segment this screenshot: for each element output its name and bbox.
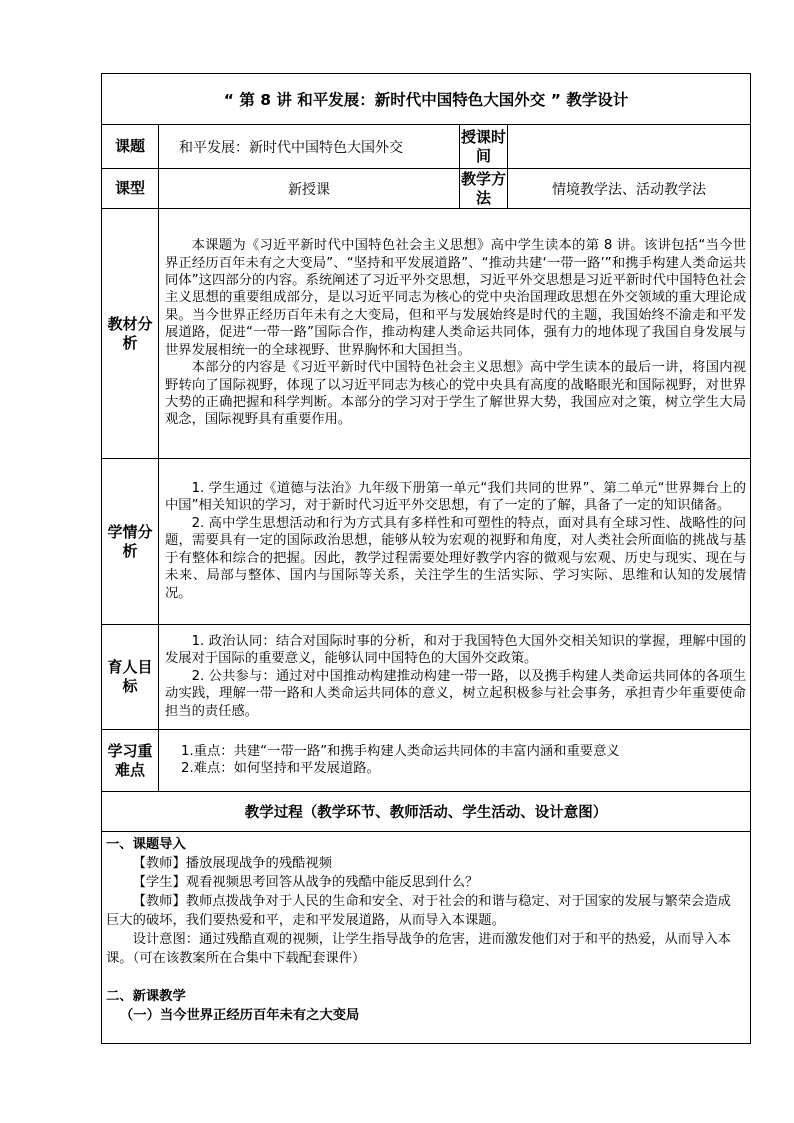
goal-paragraph-1: 1. 政治认同：结合对国际时事的分析，和对于我国特色大国外交相关知识的掌握，理解中国的发展对于国际的重要意义，能够认同中国特色的大国外交政策。: [165, 633, 747, 667]
learner-paragraph-2: 2. 高中学生思想活动和行为方式具有多样性和可塑性的特点，面对具有全球习性、战略性的问题，需要具有一定的国际政治思想，能够从较为宏观的视野和角度，对人类社会所面临的挑战与基于有整体和综合的把握。因此，教学过程需要处理好教学内容的微观与宏观、历史与现实、现在与未来、局部与整体、国内与国际等关系，关注学生的生活实际、学习实际、思维和认知的发展情况。: [165, 515, 747, 601]
key-points-label: 学习重难点: [102, 730, 159, 792]
subsection-title: （一）当今世界正经历百年未有之大变局: [120, 1008, 360, 1023]
time-label: 授课时间: [460, 125, 508, 169]
material-analysis-row: [102, 209, 751, 459]
material-paragraph-2: 本部分的内容是《习近平新时代中国特色社会主义思想》高中学生读本的最后一讲，将国内视野转向了国际视野，体现了以习近平同志为核心的党中央具有高度的战略眼光和国际视野，对世界大势的正确把握和科学判断。本部分的学习对于学生了解世界大势，我国应对之策，树立学生大局观念，国际视野具有重要作用。: [165, 360, 747, 428]
intro-line-1: 【教师】播放展现战争的残酷视频: [132, 856, 333, 871]
goal-paragraph-2: 2. 公共参与：通过对中国推动构建推动构建一带一路，以及携手构建人类命运共同体的各项生动实践，理解一带一路和人类命运共同体的意义，树立起积极参与社会事务，承担青少年重要使命担当的责任感。: [165, 668, 747, 719]
type-row: [102, 169, 751, 209]
key-points-row: [102, 730, 751, 792]
process-content: [102, 832, 751, 1044]
type-value: 新授课: [159, 169, 460, 209]
key-points-content: [159, 730, 751, 792]
learner-analysis-row: [102, 459, 751, 625]
section-new-lesson-title: 二、新课教学: [106, 989, 186, 1004]
process-heading-row: [102, 792, 751, 832]
process-content-row: [102, 832, 751, 1044]
topic-label: 课题: [102, 125, 159, 169]
material-analysis-content: [159, 209, 751, 459]
intro-line-3: 【教师】教师点拨战争对于人民的生命和安全、对于社会的和谐与稳定、对于国家的发展与繁荣会造成巨大的破坏，我们要热爱和平，走和平发展道路，从而导入本课题。: [106, 894, 731, 928]
topic-value: 和平发展：新时代中国特色大国外交: [159, 125, 460, 169]
intro-design-intent: 设计意图：通过残酷直观的视频，让学生指导战争的危害，进而激发他们对于和平的热爱，从而导入本课。（可在该教案所在合集中下载配套课件）: [106, 932, 731, 966]
learner-analysis-content: [159, 459, 751, 625]
learner-analysis-label: 学情分析: [102, 459, 159, 625]
key-point-2: 2.难点：如何坚持和平发展道路。: [181, 761, 380, 776]
title-row: [102, 74, 751, 125]
process-heading: 教学过程（教学环节、教师活动、学生活动、设计意图）: [102, 792, 751, 832]
topic-row: [102, 125, 751, 169]
spacer: [106, 968, 744, 987]
education-goal-content: [159, 625, 751, 730]
method-value: 情境教学法、活动教学法: [508, 169, 751, 209]
type-label: 课型: [102, 169, 159, 209]
key-point-1: 1.重点：共建“一带一路”和携手构建人类命运共同体的丰富内涵和重要意义: [181, 743, 620, 759]
material-analysis-label: 教材分析: [102, 209, 159, 459]
education-goal-row: [102, 625, 751, 730]
education-goal-label: 育人目标: [102, 625, 159, 730]
material-paragraph-1: 本课题为《习近平新时代中国特色社会主义思想》高中学生读本的第 8 讲。该讲包括“当今世界正经历百年未有之大变局”、“坚持和平发展道路”、“推动共建‘一带一路’”和携手构建人类命运共同体”这四部分的内容。系统阐述了习近平外交思想，习近平外交思想是习近平新时代中国特色社会主义思想的重要组成部分，是以习近平同志为核心的党中央治国理政思想在外交领域的重大理论成果。当今世界正经历百年未有之大变局，但和平与发展始终是时代的主题，我国始终不渝走和平发展道路，促进“一带一路”国际合作，推动构建人类命运共同体，强有力的地体现了我国自身发展与世界发展相统一的全球视野、世界胸怀和大国担当。: [165, 238, 747, 358]
intro-line-2: 【学生】观看视频思考回答从战争的残酷中能反思到什么？: [132, 875, 479, 890]
lesson-plan-table: [101, 73, 751, 1044]
learner-paragraph-1: 1. 学生通过《道德与法治》九年级下册第一单元“我们共同的世界”、第二单元“世界舞台上的中国”相关知识的学习，对于新时代习近平外交思想，有了一定的了解，具备了一定的知识储备。: [165, 481, 747, 514]
method-label: 教学方法: [460, 169, 506, 207]
document-title: “ 第 8 讲 和平发展：新时代中国特色大国外交 ” 教学设计: [102, 74, 751, 125]
section-intro-title: 一、课题导入: [106, 837, 186, 852]
time-value: [508, 125, 751, 169]
